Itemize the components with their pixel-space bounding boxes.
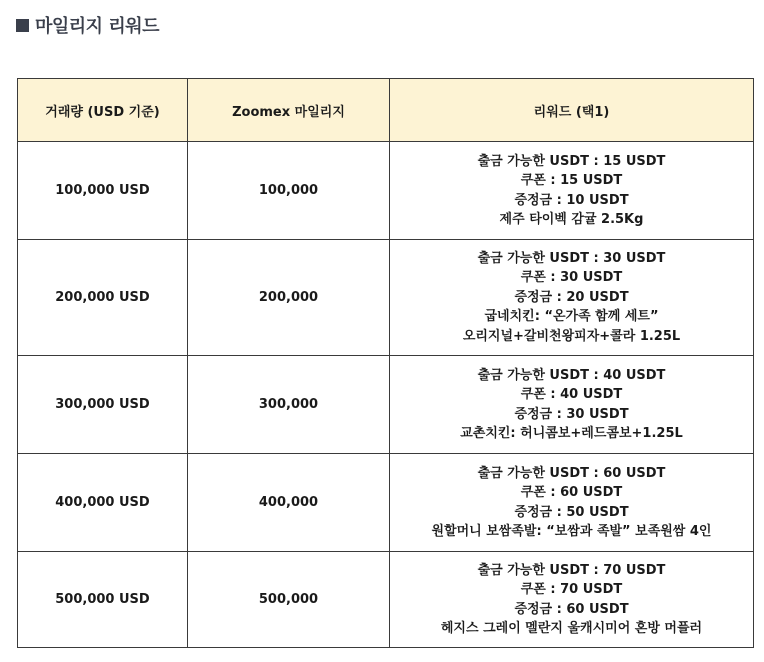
reward-line: 쿠폰 : 30 USDT (520, 270, 623, 286)
reward-line: 쿠폰 : 60 USDT (520, 485, 623, 500)
mileage-cell: 500,000 (188, 552, 390, 648)
table-header-row (18, 79, 754, 142)
mileage-cell: 300,000 (188, 356, 390, 454)
volume-cell: 200,000 USD (18, 240, 188, 356)
reward-line: 출금 가능한 USDT : 60 USDT (477, 465, 666, 481)
table-row (18, 552, 754, 648)
volume-cell: 400,000 USD (18, 454, 188, 552)
table-row (18, 454, 754, 552)
reward-line: 증정금 : 60 USDT (514, 601, 629, 617)
mileage-cell: 200,000 (188, 240, 390, 356)
reward-cell (390, 454, 754, 552)
section-title-text: 마일리지 리워드 (35, 16, 159, 37)
reward-line: 출금 가능한 USDT : 40 USDT (477, 367, 666, 383)
reward-line: 굽네치킨: “온가족 함께 세트” (484, 309, 659, 325)
reward-line: 출금 가능한 USDT : 15 USDT (477, 153, 666, 169)
header-volume: 거래량 (USD 기준) (18, 79, 188, 142)
reward-line: 출금 가능한 USDT : 70 USDT (477, 562, 666, 578)
header-mileage: Zoomex 마일리지 (188, 79, 390, 142)
reward-cell (390, 142, 754, 240)
reward-line: 증정금 : 20 USDT (514, 289, 629, 305)
header-reward: 리워드 (택1) (390, 79, 754, 142)
reward-line: 헤지스 그레이 멜란지 울캐시미어 혼방 머플러 (440, 621, 703, 636)
table-row (18, 240, 754, 356)
reward-line: 출금 가능한 USDT : 30 USDT (477, 250, 666, 266)
table-row (18, 142, 754, 240)
reward-line: 교촌치킨: 허니콤보+레드콤보+1.25L (460, 426, 683, 441)
square-bullet-icon (16, 19, 29, 32)
volume-cell: 300,000 USD (18, 356, 188, 454)
mileage-reward-table (17, 78, 754, 648)
volume-cell: 100,000 USD (18, 142, 188, 240)
reward-line: 증정금 : 30 USDT (514, 406, 629, 422)
reward-line: 쿠폰 : 40 USDT (520, 387, 623, 402)
volume-cell: 500,000 USD (18, 552, 188, 648)
mileage-cell: 100,000 (188, 142, 390, 240)
reward-cell (390, 356, 754, 454)
reward-line: 제주 타이벡 감귤 2.5Kg (499, 212, 644, 227)
reward-line: 오리지널+갈비천왕피자+콜라 1.25L (462, 328, 681, 344)
table-row (18, 356, 754, 454)
reward-line: 증정금 : 50 USDT (514, 504, 629, 520)
reward-line: 쿠폰 : 15 USDT (520, 173, 623, 188)
reward-line: 쿠폰 : 70 USDT (520, 582, 623, 597)
reward-cell (390, 552, 754, 648)
reward-line: 증정금 : 10 USDT (514, 192, 629, 208)
section-title (16, 12, 159, 38)
reward-cell (390, 240, 754, 356)
reward-line: 원할머니 보쌈족발: “보쌈과 족발” 보족원쌈 4인 (431, 524, 712, 539)
mileage-cell: 400,000 (188, 454, 390, 552)
